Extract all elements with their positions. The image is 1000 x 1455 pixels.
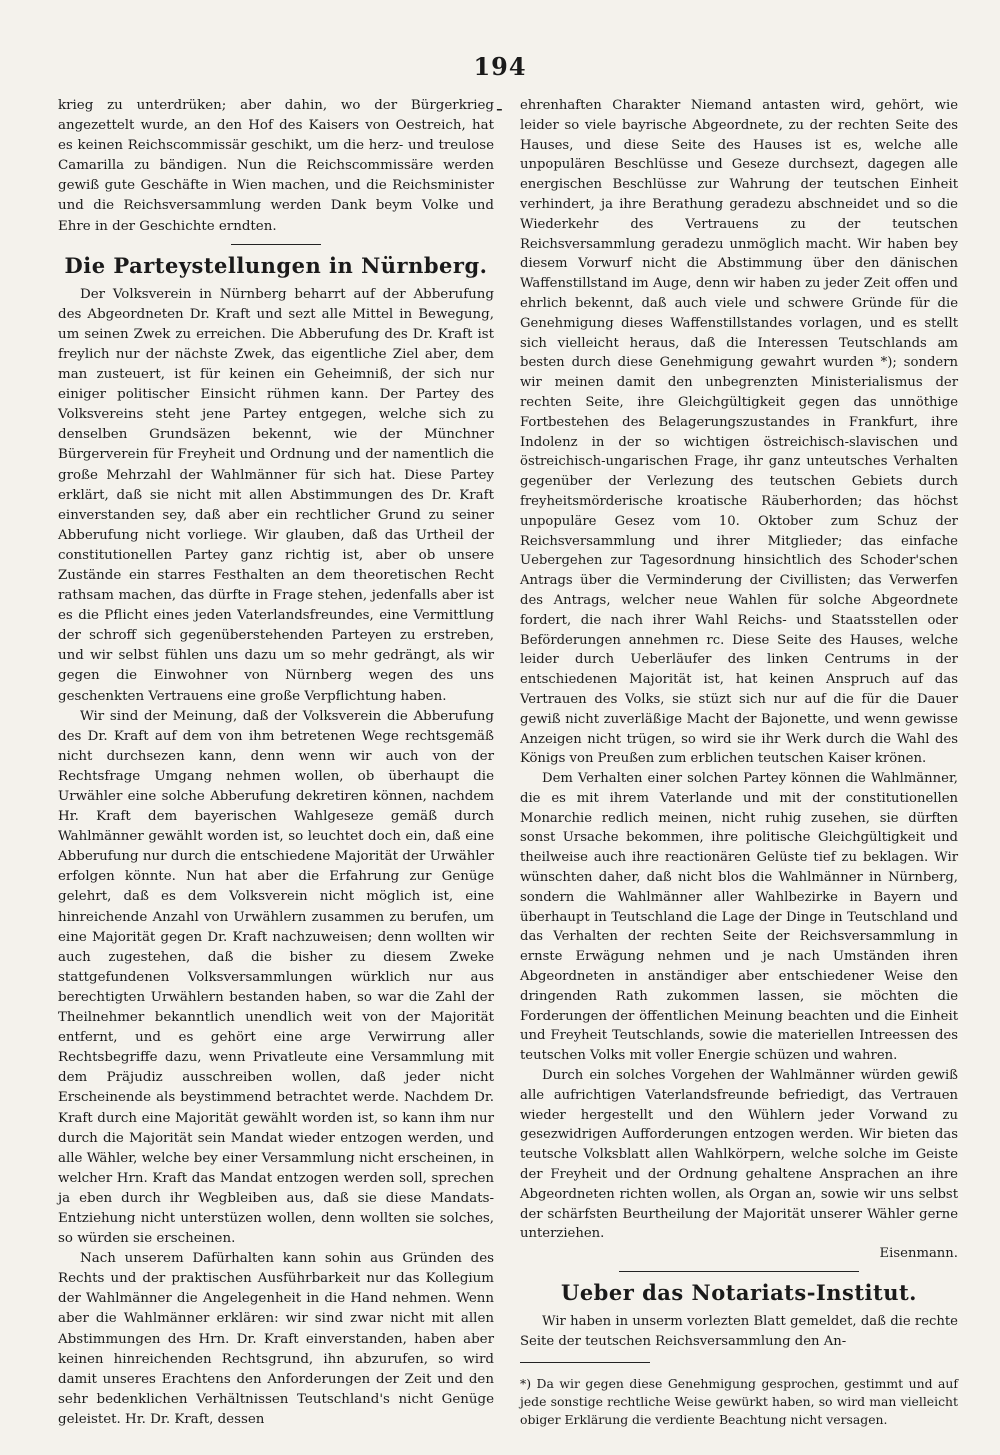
article-paragraph: ehrenhaften Charakter Niemand antasten wird, gehört, wie leider so viele bayrische Abgeordnete, zu der rechten Seite des Hauses, und diese Seite des Hauses ist es, welche alle unpopulären Beschlüsse und Geseze durchsezt, dagegen alle energischen Beschlüsse zur Wahrung der teutschen Einheit verhindert, ja ihre Berathung geradezu abschneidet und so die Wiederkehr des Vertrauens zu der teutschen Reichsversammlung geradezu unmöglich macht. Wir haben bey diesem Vorwurf nicht die Abstimmung über den dänischen Waffenstillstand im Auge, denn wir haben zu jeder Zeit offen und ehrlich bekennt, daß auch viele und schwere Gründe für die Genehmigung dieses Waffenstillstandes vorlagen, und es stellt sich vielleicht heraus, daß die Interessen Teutschlands am besten durch diese Genehmigung gewahrt wurden *); sondern wir meinen damit den unbegrenzten Ministerialismus der rechten Seite, ihre Gleichgültigkeit gegen das unnöthige Fortbestehen des Belagerungszustandes in Frankfurt, ihre Indolenz in der so wichtigen östreichisch-slavischen und östreichisch-ungarischen Frage, ihr ganz unteutsches Verhalten gegenüber der Verlezung des teutschen Gebiets durch freyheitsmörderische kroatische Räuberhorden; das höchst unpopuläre Gesez vom 10. Oktober zum Schuz der Reichsversammlung und ihrer Mitglieder; das einfache Uebergehen zur Tagesordnung hinsichtlich des Schoder'schen Antrags über die Verminderung der Civillisten; das Verwerfen des Antrags, welcher neue Wahlen für solche Abgeordnete fordert, die nach ihrer Wahl Reichs- und Staatsstellen oder Beförderungen annehmen rc. Diese Seite des Hauses, welche leider durch Ueberläufer des linken Centrums in der entschiedenen Majorität ist, hat keinen Anspruch auf das Vertrauen des Volks, sie stüzt sich nur auf die für die Dauer gewiß nicht zuverläßige Macht der Bajonette, und wenn gewisse Anzeigen nicht trügen, so wird sie ihr Werk durch die Wahl des Königs von Preußen zum erblichen teutschen Kaiser krönen. xyxy=(520,98,958,767)
signature: Eisenmann. xyxy=(879,1246,958,1262)
article-title: Die Parteystellungen in Nürnberg. xyxy=(64,252,488,278)
section-divider xyxy=(231,244,321,245)
left-column xyxy=(58,96,494,1430)
article-paragraph: Der Volksverein in Nürnberg beharrt auf der Abberufung des Abgeordneten Dr. Kraft und sezt alle Mittel in Bewegung, um seinen Zwek zu erreichen. Die Abberufung des Dr. Kraft ist freylich nur der nächste Zwek, das eigentliche Ziel aber, dem man zusteuert, ist für keinen ein Geheimniß, der sich nur einiger politischer Einsicht rühmen kann. Der Partey des Volksvereins steht jene Partey entgegen, welche sich zu denselben Grundsäzen bekennt, wie der Münchner Bürgerverein für Freyheit und Ordnung und der namentlich die große Mehrzahl der Wahlmänner für sich hat. Diese Partey erklärt, daß sie nicht mit allen Abstimmungen des Dr. Kraft einverstanden sey, daß aber ein rechtlicher Grund zu seiner Abberufung nicht vorliege. Wir glauben, daß das Urtheil der constitutionellen Partey ganz richtig ist, aber ob unsere Zustände ein starres Festhalten an dem theoretischen Recht rathsam machen, das dürfte in Frage stehen, jedenfalls aber ist es die Pflicht eines jeden Vaterlandsfreundes, eine Vermittlung der schroff sich gegenüberstehenden Parteyen zu erstreben, und wir selbst fühlen uns dazu um so mehr gedrängt, als wir gegen die Einwohner von Nürnberg wegen des uns geschenkten Vertrauens eine große Verpflichtung haben. xyxy=(58,286,494,704)
article-paragraph: Durch ein solches Vorgehen der Wahlmänner würden gewiß alle aufrichtigen Vaterlandsfreunde befriedigt, das Vertrauen wieder hergestellt und den Wühlern jeder Vorwand zu gesezwidrigen Aufforderungen entzogen werden. Wir bieten das teutsche Volksblatt allen Wahlkörpern, welche solche im Geiste der Freyheit und der Ordnung gehaltene Ansprachen an ihre Abgeordneten richten wollen, als Organ an, sowie wir uns selbst der schärfsten Beurtheilung der Majorität unserer Wähler gerne unterziehen. xyxy=(520,1068,958,1242)
section-divider xyxy=(619,1271,859,1272)
right-column xyxy=(520,96,958,1429)
footnote-divider xyxy=(520,1362,650,1363)
article2-paragraph: Wir haben in unserm vorlezten Blatt gemeldet, daß die rechte Seite der teutschen Reichsversammlung den An- xyxy=(520,1314,958,1349)
page-number: 194 xyxy=(473,52,527,81)
article-paragraph: Dem Verhalten einer solchen Partey können die Wahlmänner, die es mit ihrem Vaterlande und mit der constitutionellen Monarchie redlich meinen, nicht ruhig zusehen, sie dürften sonst Ursache bekommen, ihre politische Gleichgültigkeit und theilweise auch ihre reactionären Gelüste tief zu beklagen. Wir wünschten daher, daß nicht blos die Wahlmänner in Nürnberg, sondern die Wahlmänner aller Wahlbezirke in Bayern und überhaupt in Teutschland die Lage der Dinge in Teutschland und das Verhalten der rechten Seite der Reichsversammlung in ernste Erwägung nehmen und je nach Umständen ihren Abgeordneten in anständiger aber entschiedener Weise den dringenden Rath zukommen lassen, sie möchten die Forderungen der öffentlichen Meinung beachten und die Einheit und Freyheit Teutschlands, sowie die materiellen Intreessen des teutschen Volks mit voller Energie schüzen und wahren. xyxy=(520,771,958,1064)
article2-title: Ueber das Notariats-Institut. xyxy=(561,1280,917,1306)
intro-paragraph: krieg zu unterdrüken; aber dahin, wo der Bürgerkrieg angezettelt wurde, an den Hof des Kaisers von Oestreich, hat es keinen Reichscommissär geschikt, um die herz- und treulose Camarilla zu bändigen. Nun die Reichscommissäre werden gewiß gute Geschäfte in Wien machen, und die Reichsminister und die Reichsversammlung werden Dank beym Volke und Ehre in der Geschichte erndten. xyxy=(58,98,494,234)
article-paragraph: Nach unserem Dafürhalten kann sohin aus Gründen des Rechts und der praktischen Ausführbarkeit nur das Kollegium der Wahlmänner die Angelegenheit in die Hand nehmen. Wenn aber die Wahlmänner erklären: wir sind zwar nicht mit allen Abstimmungen des Hrn. Dr. Kraft einverstanden, haben aber keinen hinreichenden Rechtsgrund, ihn abzurufen, so wird damit unseres Erachtens den Anforderungen der Zeit und den sehr bedenklichen Verhältnissen Teutschland's nicht Genüge geleistet. Hr. Dr. Kraft, dessen xyxy=(58,1251,494,1427)
signature-line xyxy=(520,1244,958,1264)
footnote: *) Da wir gegen diese Genehmigung gesprochen, gestimmt und auf jede sonstige rechtliche Weise gewürkt haben, so wird man vielleicht obiger Erklärung die verdiente Beachtung nicht versagen. xyxy=(520,1375,958,1427)
column-divider-mark: - xyxy=(496,96,503,120)
article-paragraph: Wir sind der Meinung, daß der Volksverein die Abberufung des Dr. Kraft auf dem von ihm betretenen Wege rechtsgemäß nicht durchsezen kann, denn wenn wir auch von der Rechtsfrage Umgang nehmen wollen, ob überhaupt die Urwähler eine solche Abberufung dekretiren können, nachdem Hr. Kraft dem bayerischen Wahlgeseze gemäß durch Wahlmänner gewählt worden ist, so leuchtet doch ein, daß eine Abberufung nur durch die entschiedene Majorität der Urwähler erfolgen könnte. Nun hat aber die Erfahrung zur Genüge gelehrt, daß es dem Volksverein nicht möglich ist, eine hinreichende Anzahl von Urwählern zusammen zu berufen, um eine Majorität gegen Dr. Kraft nachzuweisen; denn wollten wir auch zugestehen, daß die bisher zu diesem Zweke stattgefundenen Volksversammlungen würklich nur aus berechtigten Urwählern bestanden haben, so war die Zahl der Theilnehmer bekanntlich unendlich weit von der Majorität entfernt, und es gehört eine arge Verwirrung aller Rechtsbegriffe dazu, wenn Privatleute eine Versammlung mit dem Präjudiz ausschreiben wollen, daß jeder nicht Erscheinende als beystimmend betrachtet werde. Nachdem Dr. Kraft durch eine Majorität gewählt worden ist, so kann ihm nur durch die Majorität sein Mandat wieder entzogen werden, und alle Wähler, welche bey einer Versammlung nicht erscheinen, in welcher Hrn. Kraft das Mandat entzogen werden soll, sprechen ja eben durch ihr Wegbleiben aus, daß sie diese Mandats-Entziehung nicht unterstüzen wollen, denn wollten sie solches, so würden sie erscheinen. xyxy=(58,708,494,1247)
